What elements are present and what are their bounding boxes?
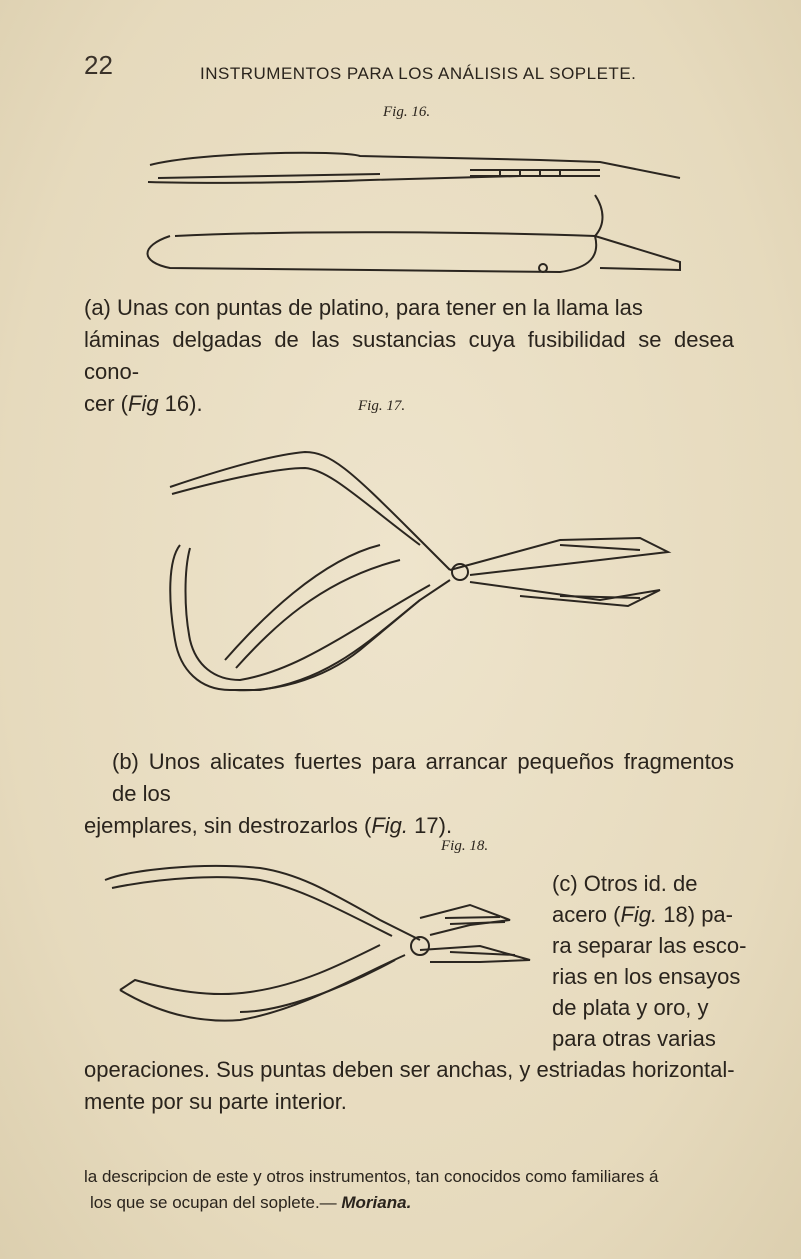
fig18-reference: Fig.	[620, 902, 658, 927]
paragraph-a-line1: Unas con puntas de platino, para tener en la llama las	[117, 295, 643, 320]
footnote	[84, 1164, 764, 1216]
paragraph-c-line2-post: 18) pa-	[657, 902, 733, 927]
paragraph-c-full	[84, 1054, 754, 1118]
paragraph-c-label: (c)	[552, 871, 578, 896]
paragraph-a-label: (a)	[84, 295, 111, 320]
fig17-caption: Fig. 17.	[358, 398, 406, 414]
paragraph-b-label: (b)	[112, 749, 139, 774]
paragraph-a-line3-post: 16).	[158, 391, 203, 416]
paragraph-c-line8: mente por su parte interior.	[84, 1089, 347, 1114]
paragraph-b-line1: Unos alicates fuertes para arrancar pequeños fragmentos de los	[112, 749, 734, 806]
fig16-caption: Fig. 16.	[383, 104, 431, 120]
paragraph-b-line2-pre: ejemplares, sin destrozarlos (	[84, 813, 372, 838]
paragraph-c-line3: ra separar las esco-	[552, 933, 747, 958]
fig16-reference: Fig	[128, 391, 159, 416]
page-number: 22	[84, 50, 113, 80]
paragraph-c-line5: de plata y oro, y	[552, 995, 709, 1020]
paragraph-b-line2-post: 17).	[408, 813, 453, 838]
paragraph-c-column	[552, 868, 752, 1054]
paragraph-c-line2-pre: acero (	[552, 902, 621, 927]
fig17-reference: Fig.	[371, 813, 409, 838]
paragraph-c-line6: para otras varias	[552, 1026, 716, 1051]
footnote-line1: la descripcion de este y otros instrumentos, tan conocidos como familiares á	[84, 1167, 659, 1186]
paragraph-a-line2: láminas delgadas de las sustancias cuya fusibilidad se desea cono-	[84, 327, 734, 384]
paragraph-c-line4: rias en los ensayos	[552, 964, 741, 989]
footnote-line2-pre: los que se ocupan del soplete.—	[90, 1193, 342, 1212]
fig18-caption: Fig. 18.	[441, 838, 489, 854]
footnote-author: Moriana.	[341, 1193, 412, 1212]
running-title: INSTRUMENTOS PARA LOS ANÁLISIS AL SOPLETE.	[200, 64, 637, 83]
paragraph-c-line1: Otros id. de	[583, 871, 698, 896]
paragraph-a-line3-pre: cer (	[84, 391, 128, 416]
paragraph-c-line7: operaciones. Sus puntas deben ser anchas, y estriadas horizontal-	[84, 1057, 735, 1082]
